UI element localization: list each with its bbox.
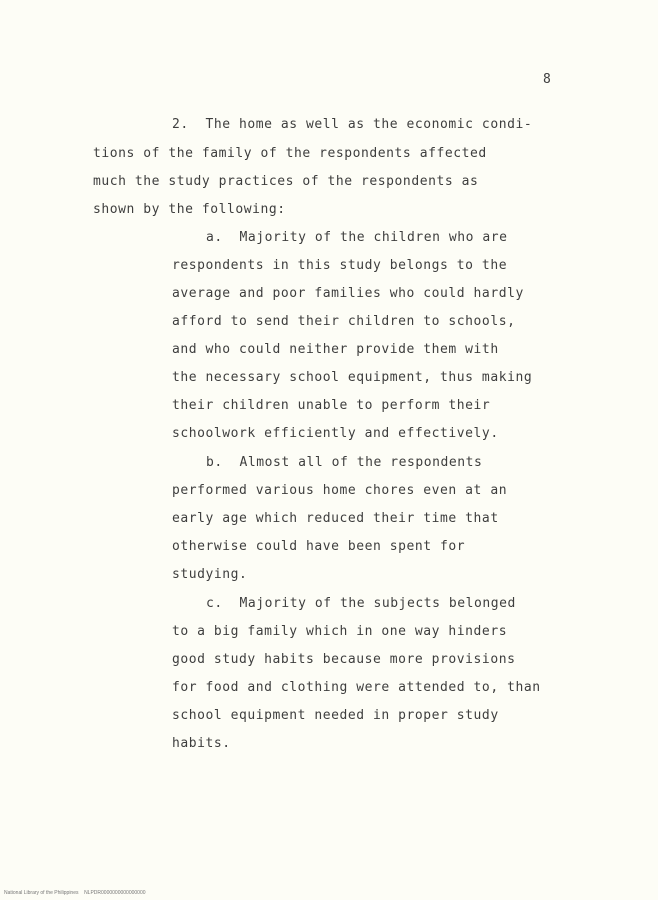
footer-library: National Library of the Philippines — [4, 890, 79, 896]
item-c-line-3: good study habits because more provisions — [172, 652, 516, 667]
item-b-line-2: performed various home chores even at an — [172, 483, 508, 498]
item-a-line-6: the necessary school equipment, thus making — [172, 370, 533, 385]
item-b-line-5: studying. — [172, 567, 248, 582]
item-2-line-4: shown by the following: — [93, 202, 286, 217]
item-c-line-4: for food and clothing were attended to, than — [172, 680, 541, 695]
item-2-line-1: 2. The home as well as the economic condi- — [172, 117, 533, 132]
item-b-line-1: b. Almost all of the respondents — [206, 455, 483, 470]
item-a-line-4: afford to send their children to schools, — [172, 314, 516, 329]
item-c-line-2: to a big family which in one way hinders — [172, 624, 508, 639]
item-b-line-3: early age which reduced their time that — [172, 511, 499, 526]
item-c-line-6: habits. — [172, 736, 231, 751]
item-a-line-3: average and poor families who could hardly — [172, 286, 524, 301]
item-c-line-1: c. Majority of the subjects belonged — [206, 596, 516, 611]
item-c-line-5: school equipment needed in proper study — [172, 708, 499, 723]
item-2-line-2: tions of the family of the respondents affected — [93, 146, 487, 161]
page-number: 8 — [543, 72, 552, 87]
item-a-line-1: a. Majority of the children who are — [206, 230, 508, 245]
item-a-line-7: their children unable to perform their — [172, 398, 491, 413]
item-a-line-2: respondents in this study belongs to the — [172, 258, 508, 273]
scan-footer — [4, 890, 146, 896]
item-a-line-8: schoolwork efficiently and effectively. — [172, 426, 499, 441]
footer-code: NLPDR0000000000000000 — [84, 890, 146, 896]
item-a-line-5: and who could neither provide them with — [172, 342, 499, 357]
item-2-line-3: much the study practices of the respondents as — [93, 174, 479, 189]
item-b-line-4: otherwise could have been spent for — [172, 539, 466, 554]
